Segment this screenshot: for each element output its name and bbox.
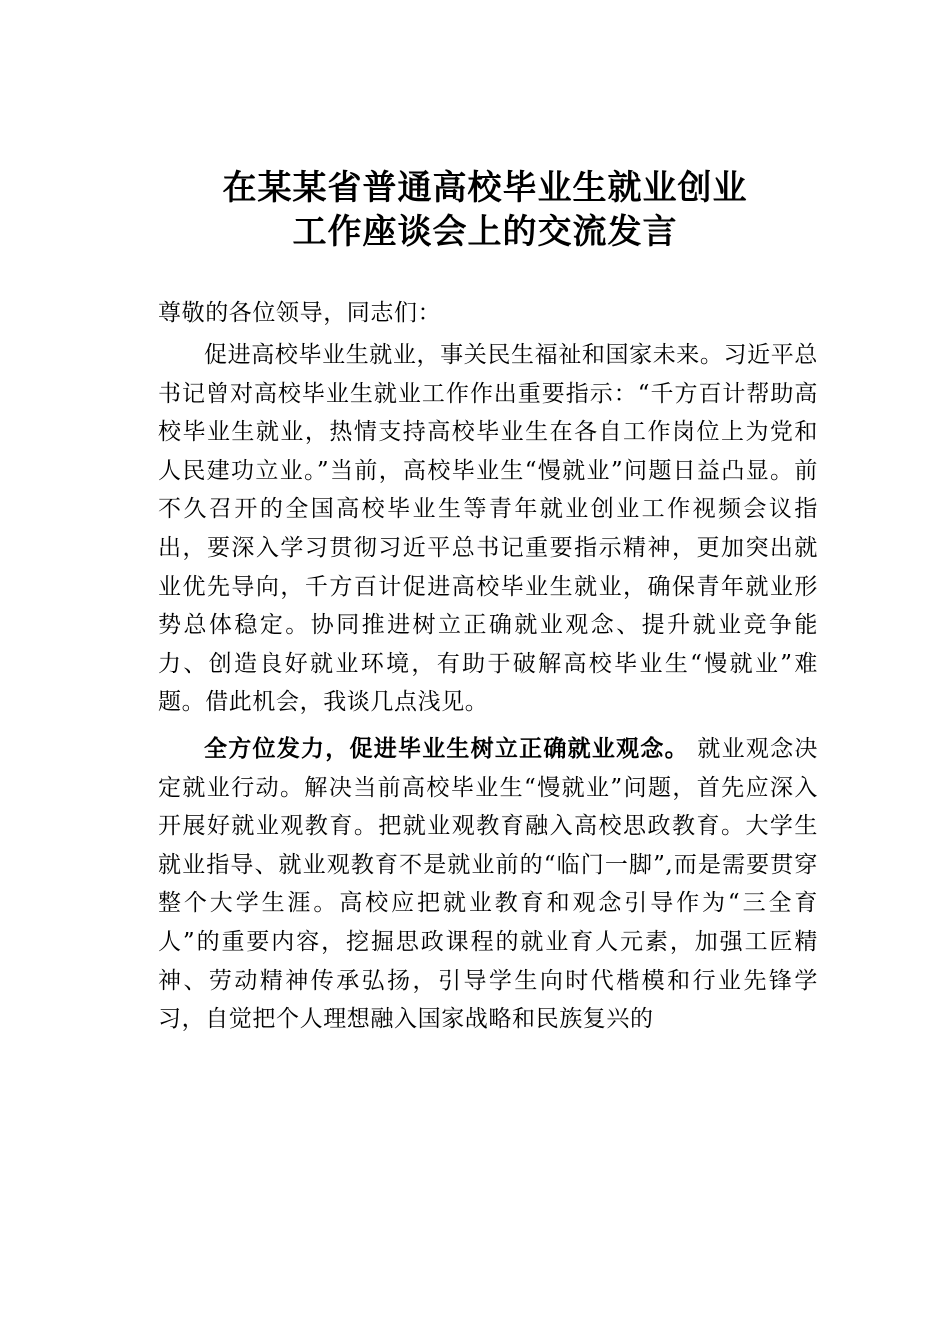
paragraph-employment-concept [158,730,818,1039]
paragraph-body-text: 就业观念决定就业行动。解决当前高校毕业生“慢就业”问题，首先应深入开展好就业观教育。把就业观教育融入高校思政教育。大学生就业指导、就业观教育不是就业前的“临门一脚”,而是需要贯穿整个大学生涯。高校应把就业教育和观念引导作为“三全育人”的重要内容，挖掘思政课程的就业育人元素，加强工匠精神、劳动精神传承弘扬，引导学生向时代楷模和行业先锋学习，自觉把个人理想融入国家战略和民族复兴的 [158,736,819,1033]
paragraph-intro: 促进高校毕业生就业，事关民生福祉和国家未来。习近平总书记曾对高校毕业生就业工作作出重要指示：“千方百计帮助高校毕业生就业，热情支持高校毕业生在各自工作岗位上为党和人民建功立业。”当前，高校毕业生“慢就业”问题日益凸显。前不久召开的全国高校毕业生等青年就业创业工作视频会议指出，要深入学习贯彻习近平总书记重要指示精神，更加突出就业优先导向，千方百计促进高校毕业生就业，确保青年就业形势总体稳定。协同推进树立正确就业观念、提升就业竞争能力、创造良好就业环境，有助于破解高校毕业生“慢就业”难题。借此机会，我谈几点浅见。 [158,342,818,716]
document-title-line-1: 在某某省普通高校毕业生就业创业 [222,168,748,208]
document-title-line-2: 工作座谈会上的交流发言 [292,212,678,252]
paragraph-lead-heading: 全方位发力，促进毕业生树立正确就业观念。 [204,735,689,762]
salutation: 尊敬的各位领导，同志们： [158,300,442,326]
